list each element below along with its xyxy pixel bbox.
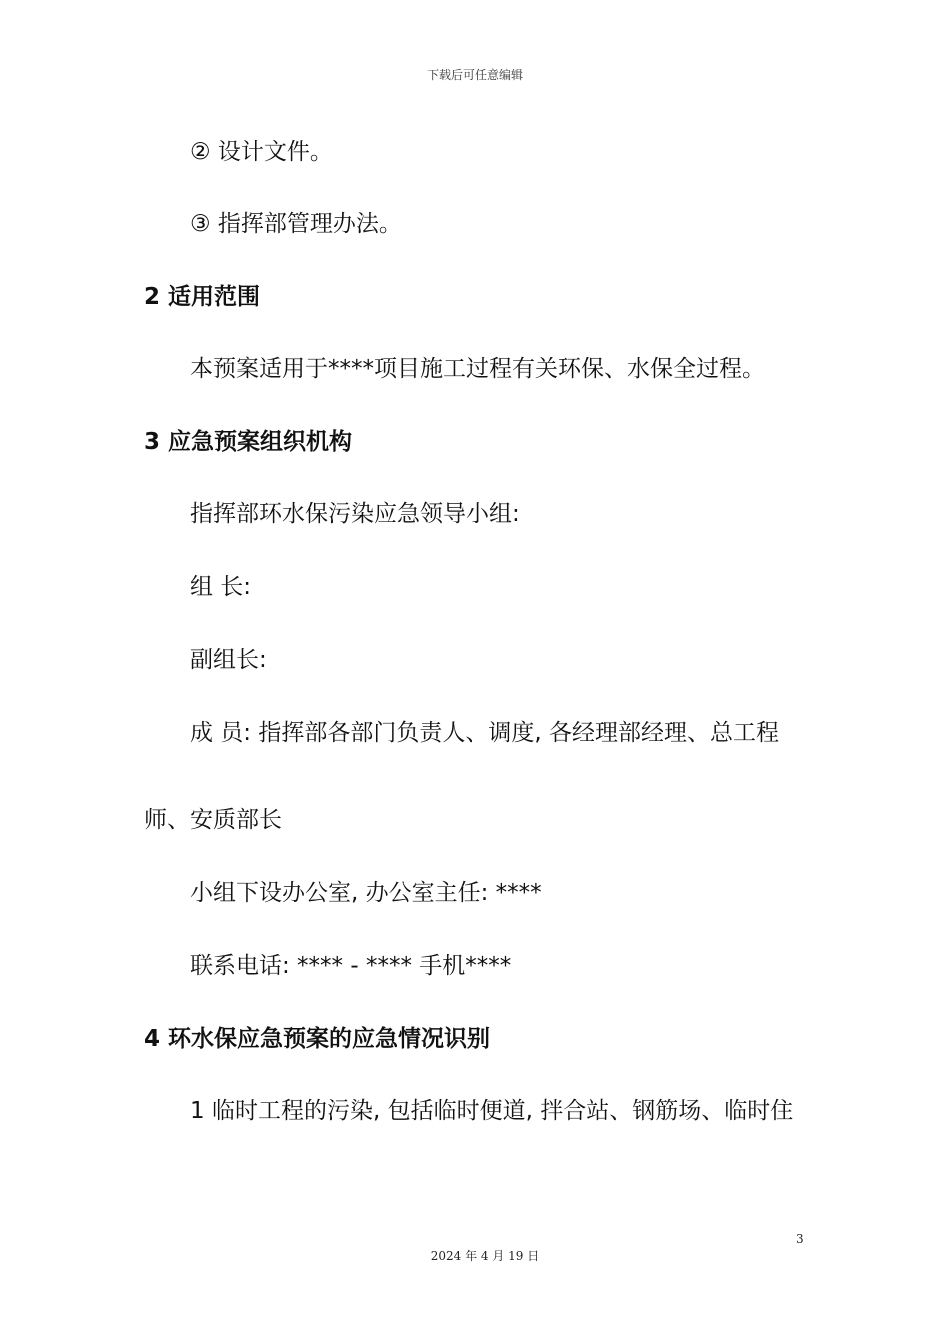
list-item-management-rules: ③ 指挥部管理办法。 (190, 211, 402, 237)
paragraph-office: 小组下设办公室, 办公室主任: **** (190, 880, 542, 906)
paragraph-scope: 本预案适用于****项目施工过程有关环保、水保全过程。 (190, 356, 765, 382)
footer-date: 2024 年 4 月 19 日 (430, 1249, 540, 1263)
paragraph-members-continued: 师、安质部长 (144, 807, 282, 833)
paragraph-deputy-leader: 副组长: (190, 647, 267, 673)
paragraph-temporary-works: 1 临时工程的污染, 包括临时便道, 拌合站、钢筋场、临时住 (190, 1098, 794, 1124)
paragraph-group-leader: 组 长: (190, 574, 252, 600)
paragraph-leading-group: 指挥部环水保污染应急领导小组: (190, 501, 520, 527)
page-header-note: 下载后可任意编辑 (426, 68, 523, 82)
list-item-design-files: ② 设计文件。 (190, 139, 333, 165)
section-heading-identification: 4 环水保应急预案的应急情况识别 (144, 1026, 491, 1052)
paragraph-contact: 联系电话: **** - **** 手机**** (190, 953, 512, 979)
section-heading-organization: 3 应急预案组织机构 (144, 429, 353, 455)
paragraph-members: 成 员: 指挥部各部门负责人、调度, 各经理部经理、总工程 (190, 720, 779, 746)
page-number: 3 (796, 1232, 804, 1246)
section-heading-scope: 2 适用范围 (144, 284, 261, 310)
